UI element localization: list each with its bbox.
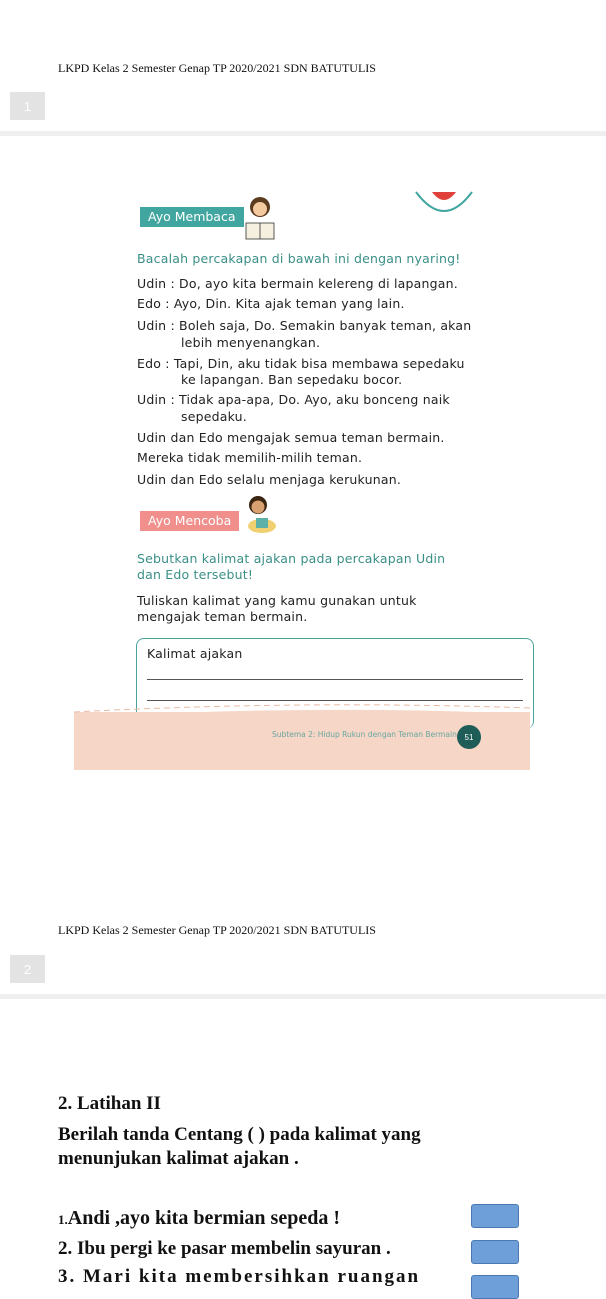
dialog-line: Udin : Tidak apa-apa, Do. Ayo, aku bonceng naik: [137, 392, 450, 407]
answer-box-label: Kalimat ajakan: [147, 646, 243, 661]
subtheme-footer: Subtema 2: Hidup Rukun dengan Teman Bermain: [272, 730, 457, 739]
page-header: LKPD Kelas 2 Semester Genap TP 2020/2021 SDN BATUTULIS: [58, 923, 376, 937]
answer-checkbox[interactable]: [471, 1204, 519, 1228]
task-instruction-1b: dan Edo tersebut!: [137, 567, 254, 582]
task-instruction-1: Sebutkan kalimat ajakan pada percakapan Udin: [137, 551, 446, 566]
dialog-line: ke lapangan. Ban sepedaku bocor.: [181, 372, 403, 387]
book-page-number: 51: [457, 725, 481, 749]
item-text: Ibu pergi ke pasar membelin sayuran .: [77, 1238, 391, 1259]
page-separator: [0, 131, 606, 136]
narration-line: Udin dan Edo selalu menjaga kerukunan.: [137, 472, 401, 487]
item-number: 1.: [58, 1212, 68, 1227]
ayo-mencoba-tag: Ayo Mencoba: [140, 511, 239, 531]
page-header: LKPD Kelas 2 Semester Genap TP 2020/2021 SDN BATUTULIS: [58, 61, 376, 75]
page-number-badge: 2: [10, 955, 45, 983]
dialog-line: Udin : Boleh saja, Do. Semakin banyak teman, akan: [137, 318, 472, 333]
item-number: 2.: [58, 1238, 73, 1259]
page-separator: [0, 994, 606, 999]
task-instruction-2: Tuliskan kalimat yang kamu gunakan untuk: [137, 593, 417, 608]
answer-line: [147, 700, 523, 701]
exercise-item: [58, 1238, 391, 1260]
exercise-item: [58, 1266, 420, 1288]
task-instruction-2b: mengajak teman bermain.: [137, 609, 308, 624]
answer-checkbox[interactable]: [471, 1240, 519, 1264]
dialog-line: Edo : Ayo, Din. Kita ajak teman yang lain.: [137, 296, 405, 311]
narration-line: Mereka tidak memilih-milih teman.: [137, 450, 363, 465]
exercise-item: [58, 1207, 340, 1230]
textbook-page: [74, 190, 530, 770]
exercise-instruction-b: menunjukan kalimat ajakan .: [58, 1148, 299, 1169]
dialog-line: sepedaku.: [181, 409, 247, 424]
dialog-line: Edo : Tapi, Din, aku tidak bisa membawa sepedaku: [137, 356, 465, 371]
item-number: 3.: [58, 1266, 77, 1287]
narration-line: Udin dan Edo mengajak semua teman bermain.: [137, 430, 445, 445]
exercise-title: 2. Latihan II: [58, 1093, 161, 1114]
decorative-arc-icon: [414, 190, 474, 220]
item-text: Andi ,ayo kita bermian sepeda !: [67, 1207, 340, 1229]
page-number-badge: 1: [10, 92, 45, 120]
item-text: Mari kita membersihkan ruangan: [83, 1266, 421, 1287]
girl-reading-icon: [242, 193, 278, 243]
dialog-line: Udin : Do, ayo kita bermain kelereng di lapangan.: [137, 276, 458, 291]
ayo-membaca-tag: Ayo Membaca: [140, 207, 244, 227]
answer-checkbox[interactable]: [471, 1275, 519, 1299]
answer-line: [147, 679, 523, 680]
exercise-instruction: Berilah tanda Centang ( ) pada kalimat yang: [58, 1124, 421, 1145]
reading-instruction: Bacalah percakapan di bawah ini dengan nyaring!: [137, 251, 461, 266]
boy-writing-icon: [242, 492, 278, 538]
dialog-line: lebih menyenangkan.: [181, 335, 321, 350]
wave-decoration: [74, 702, 530, 722]
